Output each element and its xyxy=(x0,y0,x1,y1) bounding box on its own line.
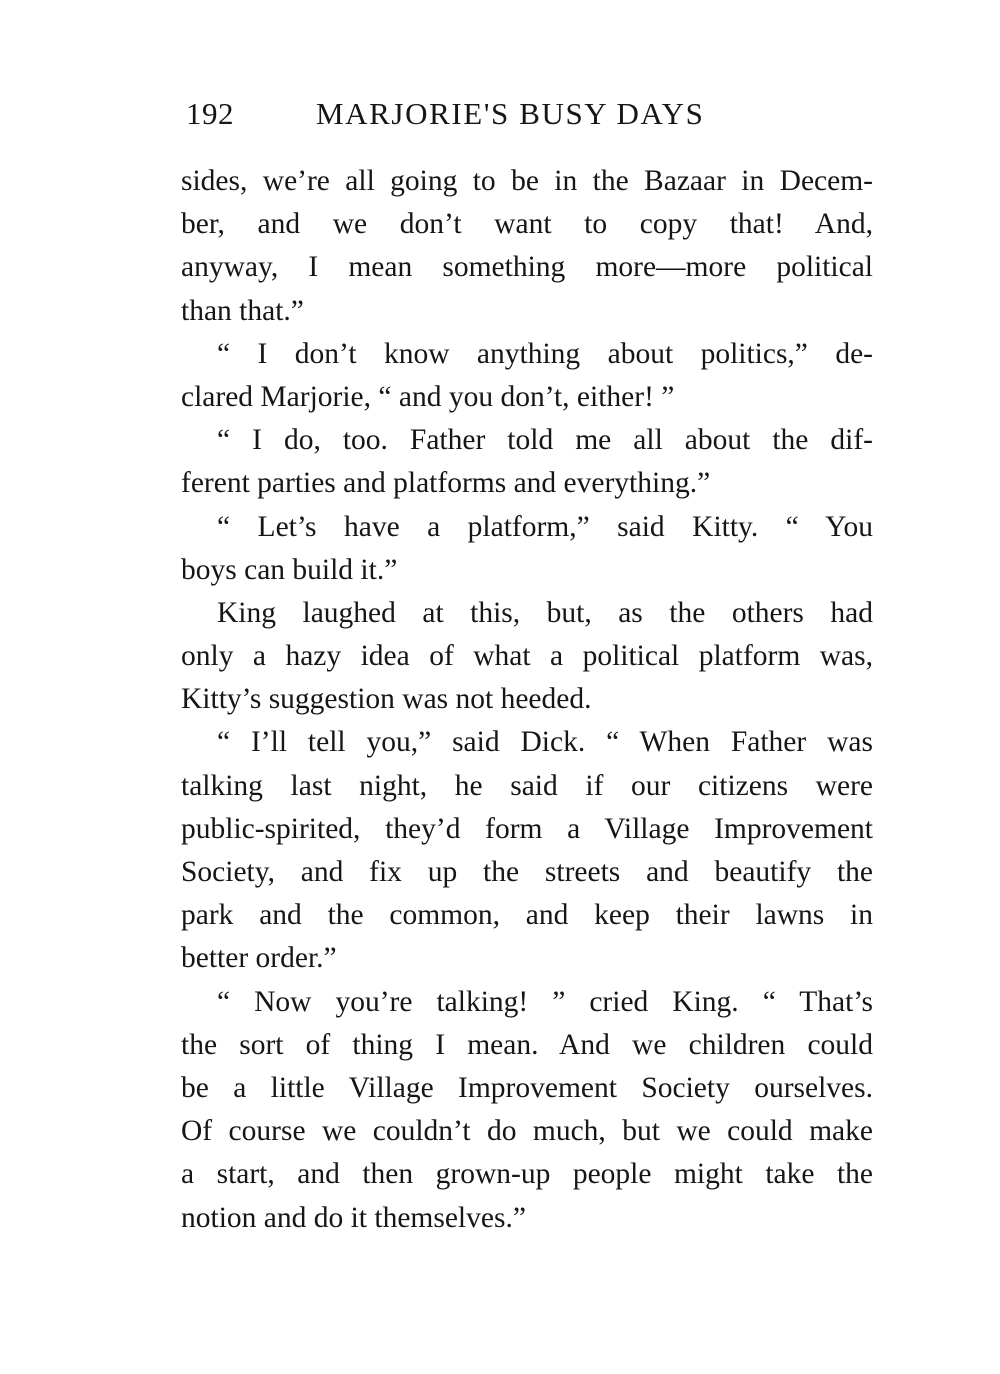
body-text xyxy=(181,160,873,1240)
text-line: a start, and then grown-up people might take the xyxy=(181,1158,873,1191)
text-line: “ I don’t know anything about politics,” de- xyxy=(217,337,873,370)
text-line: Kitty’s suggestion was not heeded. xyxy=(181,683,592,716)
text-line: Society, and fix up the streets and beautify the xyxy=(181,856,873,888)
paragraph xyxy=(181,333,873,419)
running-head: MARJORIE'S BUSY DAYS xyxy=(316,96,705,131)
text-line: clared Marjorie, “ and you don’t, either! ” xyxy=(181,380,675,413)
text-line: King laughed at this, but, as the others had xyxy=(217,596,873,629)
paragraph xyxy=(181,981,873,1240)
text-line: park and the common, and keep their lawns in xyxy=(181,899,873,932)
text-line: notion and do it themselves.” xyxy=(181,1201,526,1234)
page-header xyxy=(186,96,876,140)
text-line: talking last night, he said if our citizens were xyxy=(181,769,873,802)
text-line: better order.” xyxy=(181,942,337,975)
text-line: “ Let’s have a platform,” said Kitty. “ You xyxy=(217,510,873,543)
text-line: “ Now you’re talking! ” cried King. “ That’s xyxy=(217,985,873,1018)
text-line: Of course we couldn’t do much, but we could make xyxy=(181,1115,873,1148)
paragraph xyxy=(181,721,873,980)
text-line: public-spirited, they’d form a Village Improvement xyxy=(181,812,873,845)
text-line: than that.” xyxy=(181,294,304,327)
page-number: 192 xyxy=(186,96,234,131)
text-line: the sort of thing I mean. And we children could xyxy=(181,1028,873,1061)
paragraph xyxy=(181,419,873,505)
text-line: ber, and we don’t want to copy that! And, xyxy=(181,208,873,241)
text-line: ferent parties and platforms and everything.” xyxy=(181,467,711,500)
text-line: “ I do, too. Father told me all about the dif- xyxy=(217,424,873,457)
paragraph xyxy=(181,160,873,333)
text-line: anyway, I mean something more—more political xyxy=(181,251,873,284)
text-line: only a hazy idea of what a political platform was, xyxy=(181,640,873,673)
text-line: sides, we’re all going to be in the Bazaar in Decem- xyxy=(181,165,873,197)
paragraph xyxy=(181,506,873,592)
paragraph xyxy=(181,592,873,722)
text-line: boys can build it.” xyxy=(181,553,398,586)
text-line: “ I’ll tell you,” said Dick. “ When Father was xyxy=(217,726,873,759)
text-line: be a little Village Improvement Society ourselves. xyxy=(181,1071,873,1104)
